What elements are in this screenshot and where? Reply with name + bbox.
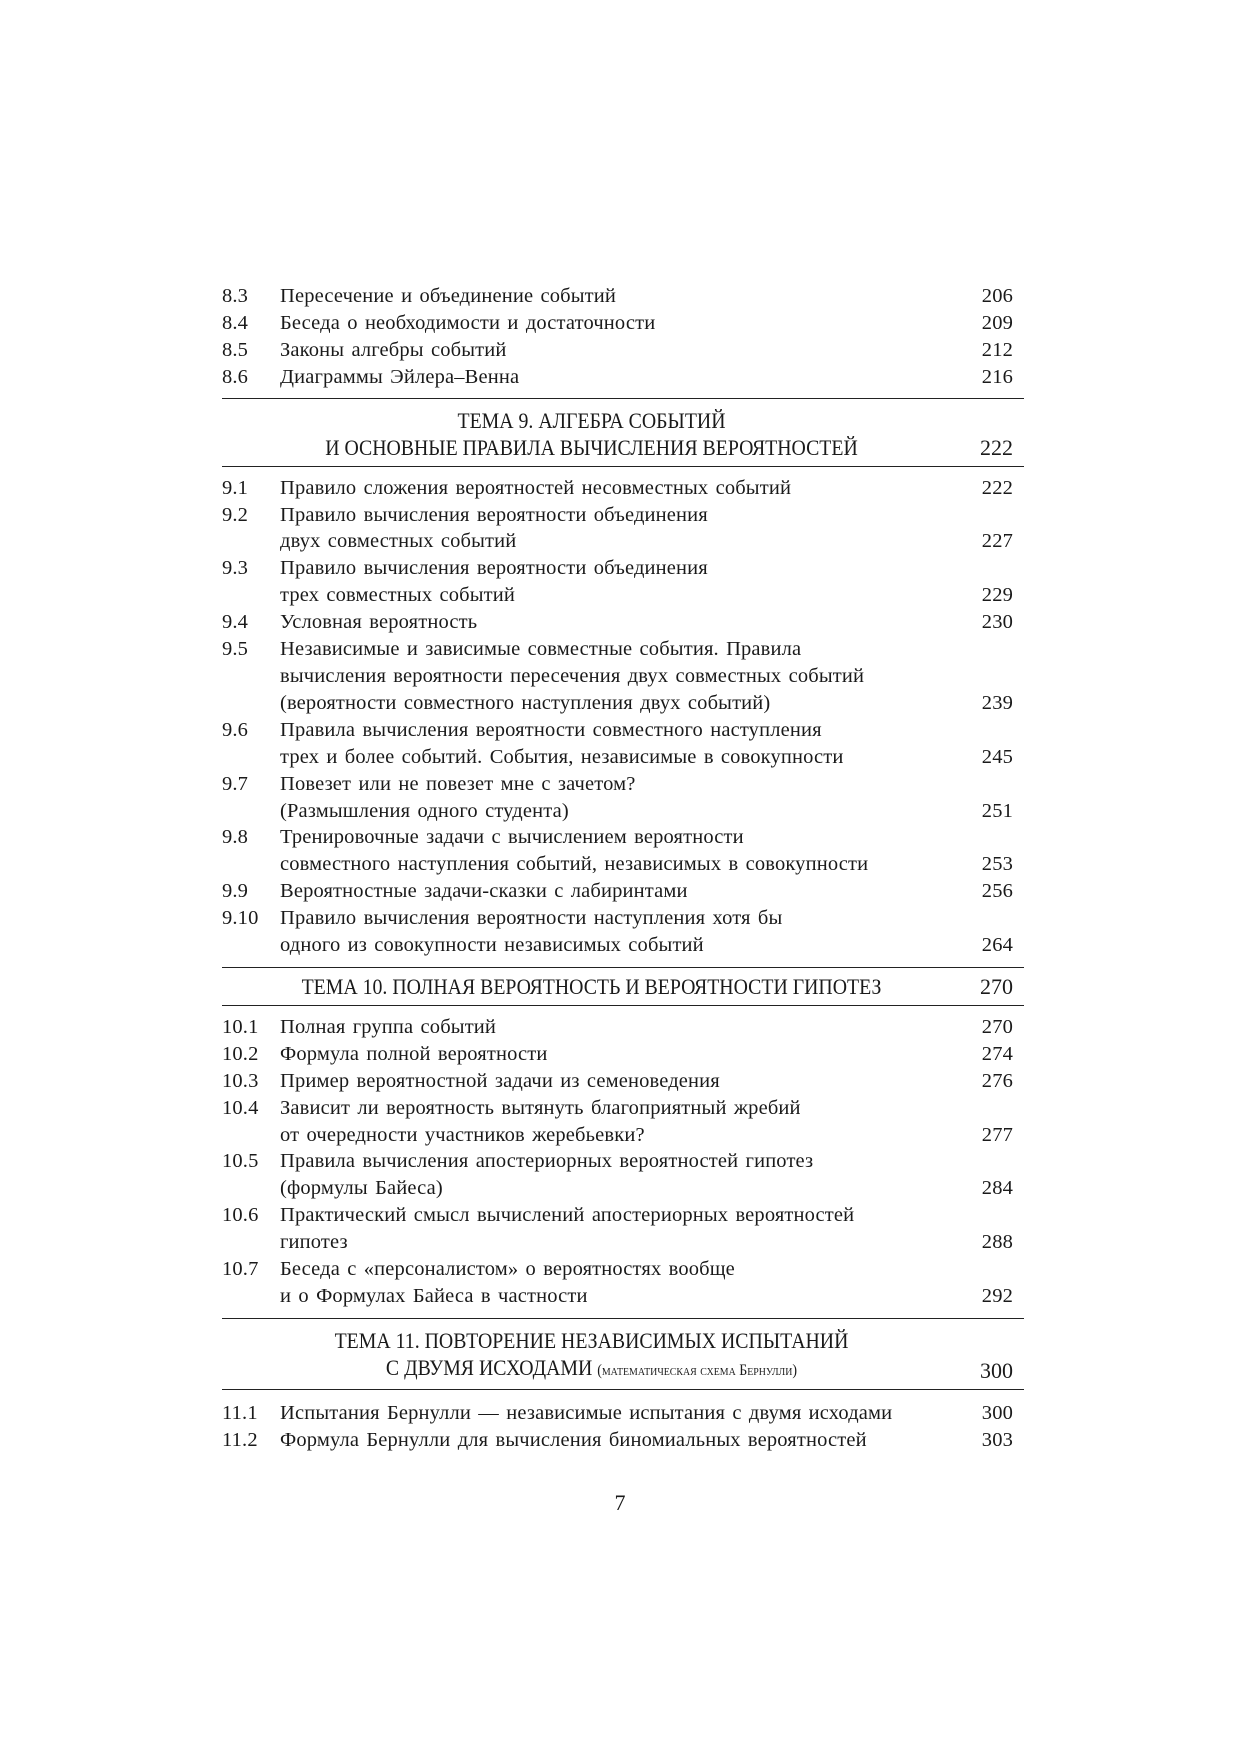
toc-entry-page: 300: [981, 1401, 1013, 1424]
toc-section-8: [222, 283, 1024, 391]
toc-entry: [222, 1095, 1024, 1149]
toc-entry-page: 206: [981, 285, 1013, 307]
toc-entry: [222, 1202, 1024, 1256]
toc-entry-title-line: Повезет или не повезет мне с зачетом?: [280, 772, 636, 795]
toc-entry-title-line: и о Формулах Байеса в частности: [280, 1285, 588, 1307]
toc-entry: [222, 502, 1024, 556]
toc-entry-title-line: гипотез: [280, 1231, 348, 1254]
toc-entry-page: 209: [981, 311, 1013, 334]
divider: [222, 398, 1024, 399]
toc-entry-title-line: трех совместных событий: [280, 584, 516, 607]
toc-entry-page: 274: [981, 1042, 1013, 1065]
divider: [222, 967, 1024, 968]
toc-entry-number: 10.6: [222, 1204, 259, 1227]
toc-entry-title-line: Зависит ли вероятность вытянуть благоприятный жребий: [280, 1096, 801, 1119]
toc-entry: [222, 555, 1024, 609]
toc-entry-page: 288: [981, 1231, 1013, 1254]
toc-entry-title-line: (Размышления одного студента): [280, 799, 569, 822]
toc-entry-page: 256: [981, 880, 1013, 903]
toc-entry-title: [280, 1014, 953, 1041]
toc-entry-title-line: Беседа с «персоналистом» о вероятностях вообще: [280, 1258, 735, 1281]
toc-entry-title: [280, 1148, 953, 1202]
toc-entry-page: 230: [981, 611, 1013, 634]
toc-entry-number: 10.7: [222, 1258, 259, 1281]
toc-entry-number: 9.6: [222, 718, 249, 741]
toc-entry: [222, 1400, 1024, 1427]
toc-entry-title: [280, 1095, 953, 1149]
toc-section-11: [222, 1400, 1024, 1454]
toc-entry-page: 216: [981, 365, 1013, 388]
toc-entry-title-line: Правило вычисления вероятности объединения: [280, 503, 708, 526]
toc-entry-title-line: двух совместных событий: [280, 530, 517, 553]
toc-entry-title: [280, 717, 953, 771]
toc-entry-page: 251: [981, 799, 1013, 822]
toc-entry-number: 9.7: [222, 772, 249, 795]
toc-entry-number: 10.3: [222, 1069, 259, 1092]
toc-entry-title-line: Беседа о необходимости и достаточности: [280, 311, 656, 334]
toc-entry-number: 11.2: [222, 1428, 258, 1451]
toc-entry-number: 9.2: [222, 503, 249, 526]
toc-entry-page: 292: [981, 1285, 1013, 1307]
toc-entry-number: 8.5: [222, 338, 249, 361]
toc-entry: [222, 824, 1024, 878]
toc-entry-number: 10.5: [222, 1150, 259, 1173]
toc-entry-title-line: Формула Бернулли для вычисления биномиальных вероятностей: [280, 1428, 867, 1451]
toc-entry-page: 276: [981, 1069, 1013, 1092]
toc-entry-page: 229: [981, 584, 1013, 607]
toc-entry-title-line: Формула полной вероятности: [280, 1042, 548, 1065]
divider: [222, 1389, 1024, 1390]
toc-entry-title: [280, 364, 953, 391]
toc-entry: [222, 1041, 1024, 1068]
toc-entry-title: [280, 475, 953, 502]
toc-entry: [222, 1256, 1024, 1310]
toc-entry-title-line: Правило вычисления вероятности наступления хотя бы: [280, 907, 783, 930]
toc-entry-page: 245: [981, 745, 1013, 768]
toc-entry-number: 9.4: [222, 611, 249, 634]
toc-entry-title: [280, 905, 953, 959]
toc-entry-title: [280, 555, 953, 609]
toc-entry-title-line: Пример вероятностной задачи из семеноведения: [280, 1069, 720, 1092]
toc-entry-title-line: Законы алгебры событий: [280, 338, 507, 361]
toc-entry-title: [280, 502, 953, 556]
toc-entry: [222, 337, 1024, 364]
topic-11-title-subtitle: (математическая схема Бернулли): [597, 1361, 798, 1379]
toc-entry: [222, 364, 1024, 391]
toc-entry-title-line: Диаграммы Эйлера–Венна: [280, 365, 520, 388]
toc-entry-title: [280, 1041, 953, 1068]
toc-entry: [222, 878, 1024, 905]
toc-entry-title-line: (вероятности совместного наступления двух событий): [280, 691, 771, 714]
toc-entry: [222, 283, 1024, 310]
divider: [222, 1005, 1024, 1006]
toc-entry-title: [280, 337, 953, 364]
toc-entry-number: 9.10: [222, 907, 259, 930]
toc-entry-number: 10.4: [222, 1096, 259, 1119]
toc-entry-title-line: Пересечение и объединение событий: [280, 285, 617, 307]
toc-entry-number: 9.8: [222, 826, 249, 849]
toc-entry-title-line: Условная вероятность: [280, 611, 478, 634]
toc-entry-title-line: одного из совокупности независимых событий: [280, 934, 704, 957]
toc-entry-number: 8.3: [222, 285, 249, 307]
toc-entry: [222, 1014, 1024, 1041]
toc-entry-number: 9.5: [222, 638, 249, 661]
topic-11-title-line: ТЕМА 11. ПОВТОРЕНИЕ НЕЗАВИСИМЫХ ИСПЫТАНИЙ: [334, 1327, 849, 1353]
toc-entry-title-line: (формулы Байеса): [280, 1177, 443, 1200]
toc-entry-page: 212: [981, 338, 1013, 361]
toc-entry-title-line: совместного наступления событий, независимых в совокупности: [280, 853, 869, 876]
toc-entry-title: [280, 1068, 953, 1095]
topic-10-heading: [222, 973, 1024, 1000]
toc-entry-title-line: трех и более событий. События, независимые в совокупности: [280, 745, 844, 768]
toc-entry-title-line: Правила вычисления апостериорных вероятностей гипотез: [280, 1150, 814, 1173]
toc-section-10: [222, 1014, 1024, 1310]
topic-9-title-line: ТЕМА 9. АЛГЕБРА СОБЫТИЙ: [457, 407, 726, 433]
toc-entry: [222, 310, 1024, 337]
toc-entry-page: 284: [981, 1177, 1013, 1200]
topic-9-page: 222: [980, 434, 1013, 460]
toc-entry-title: [280, 283, 953, 310]
toc-entry-title-line: Полная группа событий: [280, 1015, 497, 1038]
toc-entry-page: 239: [981, 691, 1013, 714]
toc-entry-title: [280, 310, 953, 337]
toc-entry-page: 277: [981, 1123, 1013, 1146]
topic-11-title-main: С ДВУМЯ ИСХОДАМИ: [385, 1354, 593, 1380]
divider: [222, 1318, 1024, 1319]
topic-10-title: [222, 973, 953, 1000]
toc-entry-number: 11.1: [222, 1401, 258, 1424]
toc-entry-title-line: Независимые и зависимые совместные события. Правила: [280, 638, 802, 661]
toc-entry-title: [280, 636, 953, 717]
toc-entry-page: 222: [981, 476, 1013, 499]
topic-10-title-line: ТЕМА 10. ПОЛНАЯ ВЕРОЯТНОСТЬ И ВЕРОЯТНОСТИ ГИПОТЕЗ: [301, 973, 882, 999]
toc-entry-title-line: Тренировочные задачи с вычислением вероятности: [280, 826, 744, 849]
toc-entry: [222, 1068, 1024, 1095]
toc-entry-title-line: Вероятностные задачи-сказки с лабиринтами: [280, 880, 688, 903]
toc-entry-title-line: Практический смысл вычислений апостериорных вероятностей: [280, 1204, 855, 1227]
divider: [222, 466, 1024, 467]
page-number: 7: [614, 1490, 626, 1515]
toc-entry-title: [280, 609, 953, 636]
toc-entry-number: 10.2: [222, 1042, 259, 1065]
toc-section-9: [222, 475, 1024, 959]
toc-entry-number: 10.1: [222, 1015, 259, 1038]
topic-9-title: [222, 407, 953, 461]
toc-entry-title-line: Испытания Бернулли — независимые испытания с двумя исходами: [280, 1401, 893, 1424]
toc-entry: [222, 609, 1024, 636]
topic-11-heading: [222, 1327, 1024, 1384]
toc-entry-title: [280, 824, 953, 878]
toc-entry-page: 264: [981, 934, 1013, 957]
toc-entry: [222, 1148, 1024, 1202]
toc-entry-title-line: Правила вычисления вероятности совместного наступления: [280, 718, 822, 741]
toc-entry-title: [280, 1202, 953, 1256]
topic-11-page: 300: [980, 1357, 1013, 1383]
topic-9-heading: [222, 407, 1024, 461]
toc-entry-title-line: Правило вычисления вероятности объединения: [280, 557, 708, 580]
toc-entry-title: [280, 1427, 953, 1454]
toc-entry-page: 253: [981, 853, 1013, 876]
toc-entry: [222, 905, 1024, 959]
toc-entry-title-line: от очередности участников жеребьевки?: [280, 1123, 645, 1146]
toc-entry-number: 8.4: [222, 311, 249, 334]
table-of-contents: [222, 283, 1024, 1454]
toc-entry-number: 8.6: [222, 365, 249, 388]
topic-11-title: [222, 1327, 953, 1384]
toc-entry-page: 270: [981, 1015, 1013, 1038]
toc-entry-number: 9.1: [222, 476, 249, 499]
toc-entry: [222, 1427, 1024, 1454]
toc-entry-number: 9.3: [222, 557, 249, 580]
topic-9-title-line: И ОСНОВНЫЕ ПРАВИЛА ВЫЧИСЛЕНИЯ ВЕРОЯТНОСТЕЙ: [325, 434, 858, 460]
topic-10-page: 270: [980, 973, 1013, 999]
toc-entry-number: 9.9: [222, 880, 249, 903]
toc-entry-title: [280, 771, 953, 825]
toc-entry-title: [280, 1400, 953, 1427]
toc-entry-title: [280, 878, 953, 905]
topic-11-title-line: [266, 1354, 917, 1384]
toc-entry-title-line: Правило сложения вероятностей несовместных событий: [280, 476, 792, 499]
toc-entry: [222, 636, 1024, 717]
toc-entry: [222, 475, 1024, 502]
toc-entry-page: 303: [981, 1428, 1013, 1451]
toc-entry: [222, 771, 1024, 825]
toc-entry-title: [280, 1256, 953, 1310]
toc-entry: [222, 717, 1024, 771]
toc-entry-page: 227: [981, 530, 1013, 553]
toc-entry-title-line: вычисления вероятности пересечения двух совместных событий: [280, 664, 865, 687]
